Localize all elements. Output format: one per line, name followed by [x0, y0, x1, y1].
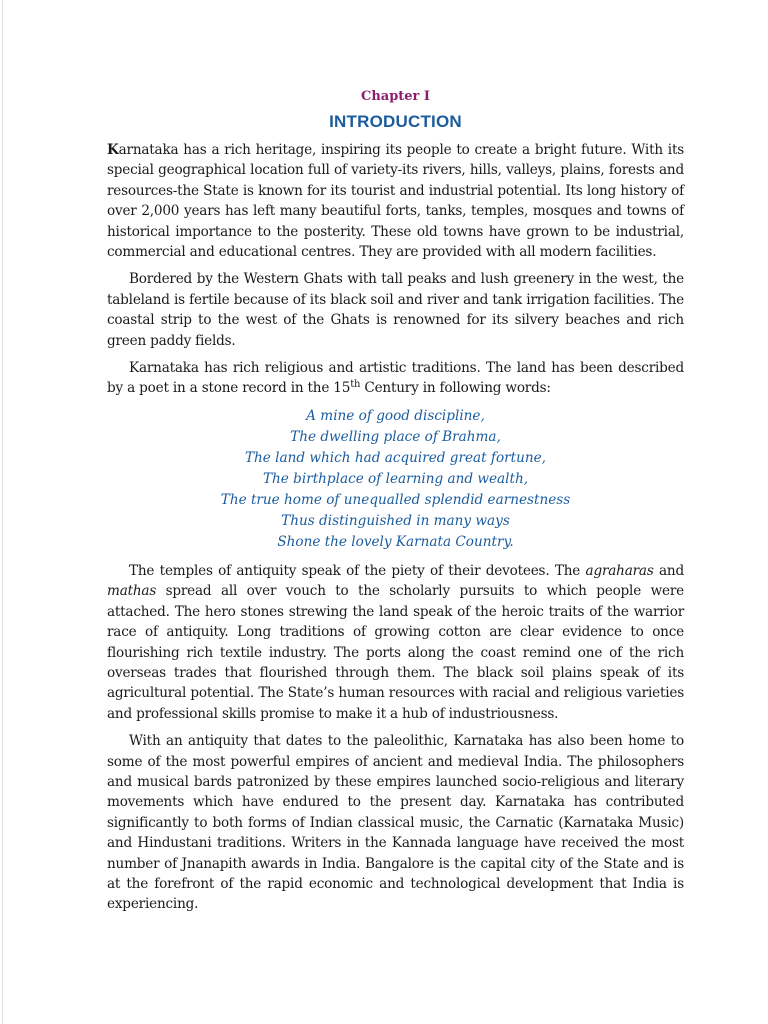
poem-line: The birthplace of learning and wealth, — [262, 470, 529, 487]
dropcap-letter: K — [107, 142, 119, 158]
poem-line: The true home of unequalled splendid earnestness — [220, 491, 571, 508]
page-content — [107, 86, 684, 922]
paragraph-antiquity-text: spread all over vouch to the scholarly pursuits to which people were attached. The hero stones strewing the land speak of the heroic traits of the warrior race of antiquity. Long traditions of growing cotton are clear evidence to once flourishing rich textile industry. The ports along the coast remind one of the rich overseas trades that flourished through them. The black soil plains speak of its agricultural potential. The State’s human resources with racial and religious varieties and professional skills promise to make it a hub of industriousness. — [107, 583, 684, 722]
chapter-label: Chapter I — [360, 89, 431, 104]
ordinal-suffix: th — [350, 379, 361, 391]
poem-line: Shone the lovely Karnata Country. — [277, 533, 514, 550]
paragraph-geography: Bordered by the Western Ghats with tall peaks and lush greenery in the west, the tableland is fertile because of its black soil and river and tank irrigation facilities. The coastal strip to the west of the Ghats is renowned for its silvery beaches and rich green paddy fields. — [107, 271, 684, 349]
page-edge — [2, 0, 3, 1024]
term-mathas: mathas — [107, 583, 157, 600]
paragraph-heritage — [107, 140, 684, 262]
paragraph-traditions-text: Karnataka has rich religious and artistic traditions. The land has been described by a poet in a stone record in the 15 — [107, 360, 684, 397]
paragraph-traditions-end: Century in following words: — [360, 380, 551, 397]
poem-line: The land which had acquired great fortune, — [244, 449, 546, 466]
paragraph-antiquity-text: The temples of antiquity speak of the piety of their devotees. The — [129, 562, 586, 579]
term-agraharas: agraharas — [585, 562, 654, 579]
poem-line: The dwelling place of Brahma, — [290, 428, 501, 445]
paragraph-antiquity-text: and — [653, 562, 684, 579]
paragraph-empires: With an antiquity that dates to the paleolithic, Karnataka has also been home to some of the most powerful empires of ancient and medieval India. The philosophers and musical bards patronized by these empires launched socio-religious and literary movements which have endured to the present day. Karnataka has contributed significantly to both forms of Indian classical music, the Carnatic (Karnataka Music) and Hindustani traditions. Writers in the Kannada language have received the most number of Jnanapith awards in India. Bangalore is the capital city of the State and is at the forefront of the rapid economic and technological development that India is experiencing. — [107, 733, 684, 913]
paragraph-traditions — [107, 358, 684, 399]
poem-line: A mine of good discipline, — [306, 407, 485, 424]
poem-line: Thus distinguished in many ways — [281, 512, 510, 529]
chapter-title: INTRODUCTION — [329, 112, 462, 131]
paragraph-heritage-text: arnataka has a rich heritage, inspiring its people to create a bright future. With its special geographical location full of variety-its rivers, hills, valleys, plains, forests and resources-the State is known for its tourist and industrial potential. Its long history of over 2,000 years has left many beautiful forts, tanks, temples, mosques and towns of historical importance to the posterity. These old towns have grown to be industrial, commercial and educational centres. They are provided with all modern facilities. — [107, 142, 684, 261]
paragraph-antiquity — [107, 561, 684, 724]
poem-verse — [107, 406, 684, 553]
